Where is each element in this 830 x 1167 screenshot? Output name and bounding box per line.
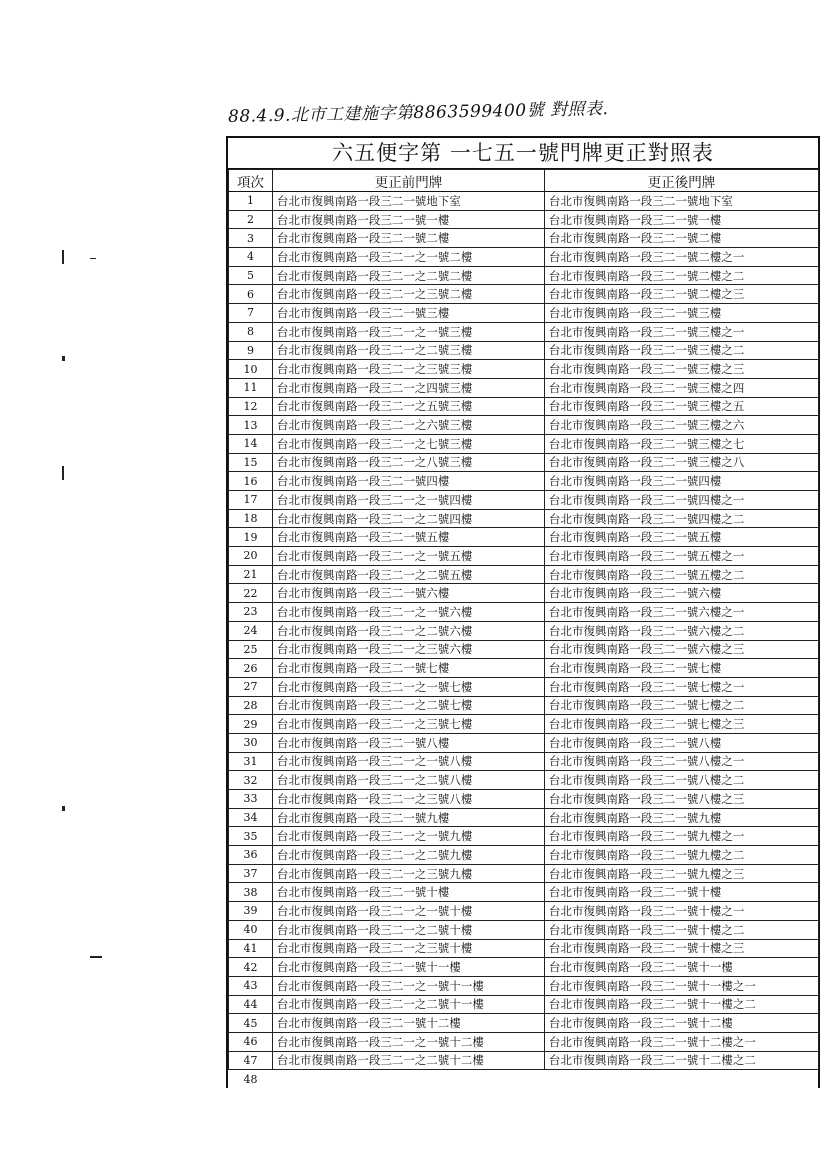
row-index: 43: [229, 976, 273, 995]
row-before-address: [273, 1070, 545, 1088]
row-after-address: 台北市復興南路一段三二一號八樓之二: [545, 771, 819, 790]
table-row: [229, 322, 819, 341]
table-row: [229, 1032, 819, 1051]
header-index: 項次: [229, 170, 273, 192]
row-index: 1: [229, 192, 273, 211]
row-after-address: 台北市復興南路一段三二一號十樓之三: [545, 939, 819, 958]
row-after-address: 台北市復興南路一段三二一號七樓之二: [545, 696, 819, 715]
address-correction-table: [228, 169, 819, 1088]
row-after-address: 台北市復興南路一段三二一號三樓之二: [545, 341, 819, 360]
table-row: [229, 248, 819, 267]
table-row: [229, 210, 819, 229]
row-before-address: 台北市復興南路一段三二一之一號四樓: [273, 491, 545, 510]
row-before-address: 台北市復興南路一段三二一號一樓: [273, 210, 545, 229]
table-row: [229, 752, 819, 771]
row-before-address: 台北市復興南路一段三二一之四號三樓: [273, 378, 545, 397]
scan-mark: [62, 356, 65, 361]
row-after-address: 台北市復興南路一段三二一號三樓之八: [545, 453, 819, 472]
row-after-address: 台北市復興南路一段三二一號九樓之三: [545, 864, 819, 883]
table-row: [229, 995, 819, 1014]
row-index: 12: [229, 397, 273, 416]
table-row: [229, 790, 819, 809]
row-index: 13: [229, 416, 273, 435]
table-row: [229, 715, 819, 734]
row-before-address: 台北市復興南路一段三二一之一號十一樓: [273, 976, 545, 995]
row-before-address: 台北市復興南路一段三二一之三號三樓: [273, 360, 545, 379]
row-index: 33: [229, 790, 273, 809]
row-before-address: 台北市復興南路一段三二一之七號三樓: [273, 434, 545, 453]
row-before-address: 台北市復興南路一段三二一之二號四樓: [273, 509, 545, 528]
table-row: [229, 864, 819, 883]
row-index: 45: [229, 1014, 273, 1033]
row-after-address: 台北市復興南路一段三二一號十樓: [545, 883, 819, 902]
row-before-address: 台北市復興南路一段三二一號地下室: [273, 192, 545, 211]
row-index: 9: [229, 341, 273, 360]
table-row: [229, 958, 819, 977]
row-before-address: 台北市復興南路一段三二一號九樓: [273, 808, 545, 827]
table-row: [229, 434, 819, 453]
table-row: [229, 603, 819, 622]
row-after-address: 台北市復興南路一段三二一號四樓: [545, 472, 819, 491]
row-after-address: 台北市復興南路一段三二一號三樓: [545, 304, 819, 323]
row-before-address: 台北市復興南路一段三二一號六樓: [273, 584, 545, 603]
row-index: 2: [229, 210, 273, 229]
row-index: 4: [229, 248, 273, 267]
scan-mark: [90, 258, 96, 259]
row-index: 34: [229, 808, 273, 827]
row-after-address: 台北市復興南路一段三二一號八樓之一: [545, 752, 819, 771]
row-index: 8: [229, 322, 273, 341]
row-after-address: 台北市復興南路一段三二一號十二樓: [545, 1014, 819, 1033]
table-row: [229, 397, 819, 416]
row-index: 23: [229, 603, 273, 622]
scan-mark: [62, 806, 65, 811]
row-index: 28: [229, 696, 273, 715]
row-index: 11: [229, 378, 273, 397]
table-row: [229, 1014, 819, 1033]
row-before-address: 台北市復興南路一段三二一之一號九樓: [273, 827, 545, 846]
row-before-address: 台北市復興南路一段三二一之三號二樓: [273, 285, 545, 304]
row-after-address: 台北市復興南路一段三二一號七樓之一: [545, 677, 819, 696]
table-row: [229, 1070, 819, 1088]
row-index: 3: [229, 229, 273, 248]
row-after-address: 台北市復興南路一段三二一號六樓: [545, 584, 819, 603]
row-before-address: 台北市復興南路一段三二一之一號十樓: [273, 902, 545, 921]
row-after-address: 台北市復興南路一段三二一號七樓: [545, 659, 819, 678]
row-before-address: 台北市復興南路一段三二一號十樓: [273, 883, 545, 902]
row-before-address: 台北市復興南路一段三二一之一號八樓: [273, 752, 545, 771]
row-after-address: 台北市復興南路一段三二一號十樓之二: [545, 920, 819, 939]
row-index: 35: [229, 827, 273, 846]
row-index: 27: [229, 677, 273, 696]
row-after-address: 台北市復興南路一段三二一號四樓之二: [545, 509, 819, 528]
table-row: [229, 472, 819, 491]
row-index: 15: [229, 453, 273, 472]
row-after-address: 台北市復興南路一段三二一號十一樓之二: [545, 995, 819, 1014]
row-before-address: 台北市復興南路一段三二一之三號七樓: [273, 715, 545, 734]
row-before-address: 台北市復興南路一段三二一之二號八樓: [273, 771, 545, 790]
table-row: [229, 883, 819, 902]
table-row: [229, 453, 819, 472]
row-after-address: 台北市復興南路一段三二一號五樓: [545, 528, 819, 547]
table-row: [229, 902, 819, 921]
row-index: 10: [229, 360, 273, 379]
table-row: [229, 696, 819, 715]
row-before-address: 台北市復興南路一段三二一號十一樓: [273, 958, 545, 977]
row-after-address: 台北市復興南路一段三二一號五樓之二: [545, 565, 819, 584]
row-after-address: 台北市復興南路一段三二一號九樓之二: [545, 846, 819, 865]
table-row: [229, 771, 819, 790]
row-before-address: 台北市復興南路一段三二一之二號十二樓: [273, 1051, 545, 1070]
row-before-address: 台北市復興南路一段三二一之二號十樓: [273, 920, 545, 939]
table-row: [229, 509, 819, 528]
row-after-address: 台北市復興南路一段三二一號十二樓之一: [545, 1032, 819, 1051]
row-before-address: 台北市復興南路一段三二一之二號五樓: [273, 565, 545, 584]
table-row: [229, 846, 819, 865]
table-row: [229, 976, 819, 995]
row-index: 7: [229, 304, 273, 323]
row-index: 26: [229, 659, 273, 678]
row-index: 5: [229, 266, 273, 285]
row-before-address: 台北市復興南路一段三二一之一號六樓: [273, 603, 545, 622]
row-index: 31: [229, 752, 273, 771]
row-before-address: 台北市復興南路一段三二一之五號三樓: [273, 397, 545, 416]
table-row: [229, 528, 819, 547]
row-after-address: 台北市復興南路一段三二一號二樓之三: [545, 285, 819, 304]
row-before-address: 台北市復興南路一段三二一號二樓: [273, 229, 545, 248]
row-after-address: 台北市復興南路一段三二一號二樓之一: [545, 248, 819, 267]
row-before-address: 台北市復興南路一段三二一之一號十二樓: [273, 1032, 545, 1051]
row-after-address: 台北市復興南路一段三二一號四樓之一: [545, 491, 819, 510]
row-after-address: 台北市復興南路一段三二一號一樓: [545, 210, 819, 229]
row-index: 30: [229, 733, 273, 752]
document-title: 六五便字第 一七五一號門牌更正對照表: [228, 138, 818, 169]
row-index: 32: [229, 771, 273, 790]
row-before-address: 台北市復興南路一段三二一號五樓: [273, 528, 545, 547]
row-before-address: 台北市復興南路一段三二一號三樓: [273, 304, 545, 323]
row-after-address: 台北市復興南路一段三二一號六樓之三: [545, 640, 819, 659]
row-before-address: 台北市復興南路一段三二一之二號二樓: [273, 266, 545, 285]
row-before-address: 台北市復興南路一段三二一之一號七樓: [273, 677, 545, 696]
row-index: 47: [229, 1051, 273, 1070]
table-row: [229, 491, 819, 510]
row-index: 18: [229, 509, 273, 528]
row-index: 37: [229, 864, 273, 883]
table-row: [229, 285, 819, 304]
row-index: 24: [229, 621, 273, 640]
row-index: 48: [229, 1070, 273, 1088]
row-before-address: 台北市復興南路一段三二一之三號八樓: [273, 790, 545, 809]
table-row: [229, 621, 819, 640]
row-before-address: 台北市復興南路一段三二一之二號三樓: [273, 341, 545, 360]
row-index: 41: [229, 939, 273, 958]
table-row: [229, 808, 819, 827]
row-before-address: 台北市復興南路一段三二一號八樓: [273, 733, 545, 752]
scan-mark: [90, 956, 102, 958]
row-index: 22: [229, 584, 273, 603]
row-after-address: 台北市復興南路一段三二一號十樓之一: [545, 902, 819, 921]
row-after-address: 台北市復興南路一段三二一號三樓之七: [545, 434, 819, 453]
row-after-address: 台北市復興南路一段三二一號九樓之一: [545, 827, 819, 846]
table-row: [229, 360, 819, 379]
row-index: 29: [229, 715, 273, 734]
row-after-address: 台北市復興南路一段三二一號十二樓之二: [545, 1051, 819, 1070]
row-after-address: 台北市復興南路一段三二一號地下室: [545, 192, 819, 211]
row-after-address: 台北市復興南路一段三二一號三樓之六: [545, 416, 819, 435]
row-before-address: 台北市復興南路一段三二一之二號十一樓: [273, 995, 545, 1014]
scan-mark: [62, 466, 64, 480]
row-before-address: 台北市復興南路一段三二一號十二樓: [273, 1014, 545, 1033]
table-row: [229, 416, 819, 435]
table-row: [229, 584, 819, 603]
row-after-address: 台北市復興南路一段三二一號二樓之二: [545, 266, 819, 285]
row-after-address: 台北市復興南路一段三二一號三樓之四: [545, 378, 819, 397]
table-row: [229, 192, 819, 211]
row-before-address: 台北市復興南路一段三二一之一號五樓: [273, 547, 545, 566]
table-row: [229, 341, 819, 360]
row-index: 44: [229, 995, 273, 1014]
row-after-address: 台北市復興南路一段三二一號十一樓之一: [545, 976, 819, 995]
table-row: [229, 229, 819, 248]
table-header-row: [229, 170, 819, 192]
table-row: [229, 378, 819, 397]
table-row: [229, 827, 819, 846]
row-before-address: 台北市復興南路一段三二一號四樓: [273, 472, 545, 491]
row-index: 16: [229, 472, 273, 491]
row-before-address: 台北市復興南路一段三二一之三號六樓: [273, 640, 545, 659]
row-index: 21: [229, 565, 273, 584]
row-before-address: 台北市復興南路一段三二一之一號二樓: [273, 248, 545, 267]
comparison-table-frame: [226, 136, 820, 1088]
row-index: 6: [229, 285, 273, 304]
row-before-address: 台北市復興南路一段三二一之六號三樓: [273, 416, 545, 435]
row-before-address: 台北市復興南路一段三二一之八號三樓: [273, 453, 545, 472]
row-after-address: 台北市復興南路一段三二一號五樓之一: [545, 547, 819, 566]
row-after-address: 台北市復興南路一段三二一號二樓: [545, 229, 819, 248]
row-after-address: 台北市復興南路一段三二一號八樓之三: [545, 790, 819, 809]
table-row: [229, 266, 819, 285]
row-index: 42: [229, 958, 273, 977]
row-index: 25: [229, 640, 273, 659]
row-before-address: 台北市復興南路一段三二一之三號十樓: [273, 939, 545, 958]
row-before-address: 台北市復興南路一段三二一之二號七樓: [273, 696, 545, 715]
table-row: [229, 304, 819, 323]
handwritten-note: 88.4.9.北市工建施字第8863599400號 對照表.: [227, 99, 609, 127]
row-index: 39: [229, 902, 273, 921]
row-before-address: 台北市復興南路一段三二一之二號九樓: [273, 846, 545, 865]
header-before: 更正前門牌: [273, 170, 545, 192]
row-before-address: 台北市復興南路一段三二一之一號三樓: [273, 322, 545, 341]
row-after-address: 台北市復興南路一段三二一號三樓之三: [545, 360, 819, 379]
row-after-address: 台北市復興南路一段三二一號八樓: [545, 733, 819, 752]
scan-mark: [62, 250, 64, 264]
row-before-address: 台北市復興南路一段三二一之三號九樓: [273, 864, 545, 883]
row-index: 40: [229, 920, 273, 939]
table-row: [229, 1051, 819, 1070]
row-before-address: 台北市復興南路一段三二一號七樓: [273, 659, 545, 678]
row-after-address: [545, 1070, 819, 1088]
table-row: [229, 547, 819, 566]
row-index: 46: [229, 1032, 273, 1051]
row-index: 38: [229, 883, 273, 902]
table-row: [229, 565, 819, 584]
table-row: [229, 733, 819, 752]
table-body: [229, 192, 819, 1089]
table-row: [229, 920, 819, 939]
row-index: 20: [229, 547, 273, 566]
header-after: 更正後門牌: [545, 170, 819, 192]
row-after-address: 台北市復興南路一段三二一號六樓之一: [545, 603, 819, 622]
table-row: [229, 640, 819, 659]
table-row: [229, 939, 819, 958]
row-index: 14: [229, 434, 273, 453]
row-index: 17: [229, 491, 273, 510]
row-after-address: 台北市復興南路一段三二一號三樓之五: [545, 397, 819, 416]
row-after-address: 台北市復興南路一段三二一號七樓之三: [545, 715, 819, 734]
table-row: [229, 677, 819, 696]
row-after-address: 台北市復興南路一段三二一號三樓之一: [545, 322, 819, 341]
table-row: [229, 659, 819, 678]
row-index: 36: [229, 846, 273, 865]
row-after-address: 台北市復興南路一段三二一號六樓之二: [545, 621, 819, 640]
row-after-address: 台北市復興南路一段三二一號九樓: [545, 808, 819, 827]
row-before-address: 台北市復興南路一段三二一之二號六樓: [273, 621, 545, 640]
row-after-address: 台北市復興南路一段三二一號十一樓: [545, 958, 819, 977]
row-index: 19: [229, 528, 273, 547]
